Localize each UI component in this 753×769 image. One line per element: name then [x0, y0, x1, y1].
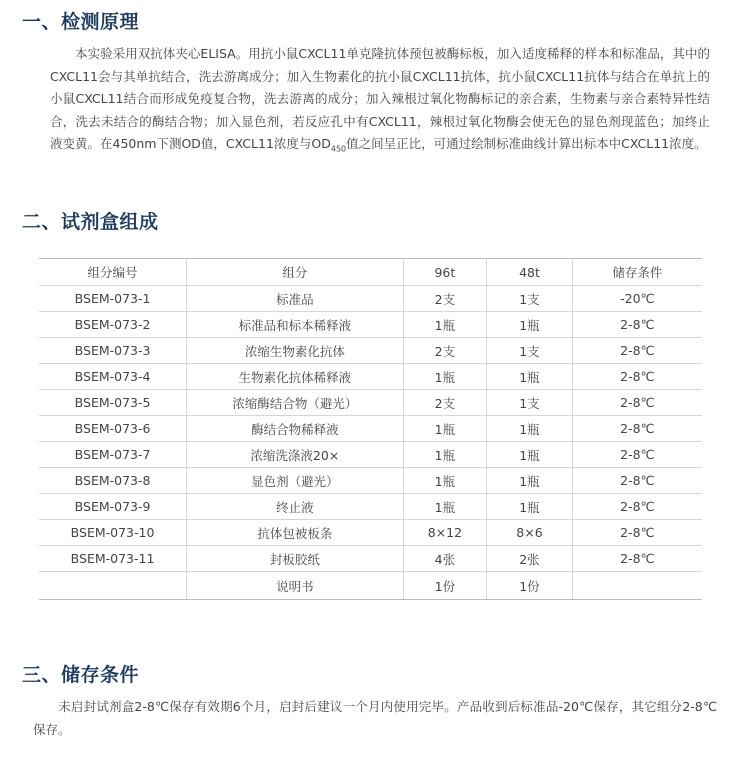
- cell-component: 封板胶纸: [187, 546, 403, 572]
- table-row: [39, 468, 702, 494]
- section-title-principle: 一、检测原理: [22, 11, 140, 33]
- cell-storage: 2-8℃: [572, 312, 702, 338]
- cell-storage: -20℃: [572, 286, 702, 312]
- cell-48t: 1份: [487, 572, 573, 600]
- table-row: [39, 416, 702, 442]
- cell-48t: 1瓶: [487, 494, 573, 520]
- cell-96t: 8×12: [403, 520, 487, 546]
- cell-component: 终止液: [187, 494, 403, 520]
- cell-code: [39, 572, 187, 600]
- cell-96t: 2支: [403, 338, 487, 364]
- cell-48t: 1支: [487, 338, 573, 364]
- table-row: [39, 442, 702, 468]
- cell-component: 标准品和标本稀释液: [187, 312, 403, 338]
- section-title-storage: 三、储存条件: [22, 664, 140, 686]
- principle-paragraph: [50, 43, 710, 161]
- table-row: [39, 364, 702, 390]
- cell-component: 显色剂（避光）: [187, 468, 403, 494]
- kit-components-table: [39, 258, 702, 600]
- cell-storage: [572, 572, 702, 600]
- cell-48t: 1支: [487, 390, 573, 416]
- cell-storage: 2-8℃: [572, 468, 702, 494]
- cell-code: BSEM-073-6: [39, 416, 187, 442]
- cell-code: BSEM-073-2: [39, 312, 187, 338]
- cell-96t: 1瓶: [403, 442, 487, 468]
- cell-storage: 2-8℃: [572, 494, 702, 520]
- cell-96t: 1瓶: [403, 364, 487, 390]
- cell-storage: 2-8℃: [572, 390, 702, 416]
- cell-storage: 2-8℃: [572, 546, 702, 572]
- header-96t: 96t: [403, 259, 487, 286]
- cell-storage: 2-8℃: [572, 364, 702, 390]
- cell-code: BSEM-073-5: [39, 390, 187, 416]
- cell-component: 生物素化抗体稀释液: [187, 364, 403, 390]
- cell-storage: 2-8℃: [572, 442, 702, 468]
- cell-48t: 1瓶: [487, 442, 573, 468]
- table-row: [39, 572, 702, 600]
- header-storage: 储存条件: [572, 259, 702, 286]
- cell-96t: 1瓶: [403, 468, 487, 494]
- cell-storage: 2-8℃: [572, 338, 702, 364]
- cell-code: BSEM-073-9: [39, 494, 187, 520]
- cell-storage: 2-8℃: [572, 416, 702, 442]
- cell-code: BSEM-073-1: [39, 286, 187, 312]
- od-label: OD: [311, 136, 331, 152]
- table-row: [39, 338, 702, 364]
- cell-component: 浓缩洗涤液20×: [187, 442, 403, 468]
- cell-96t: 1瓶: [403, 416, 487, 442]
- section-title-kit-components: 二、试剂盒组成: [22, 211, 159, 233]
- table-row: [39, 520, 702, 546]
- table-row: [39, 494, 702, 520]
- table-row: [39, 312, 702, 338]
- kit-table-body: [39, 259, 702, 600]
- header-code: 组分编号: [39, 259, 187, 286]
- header-component: 组分: [187, 259, 403, 286]
- od-wavelength: 450: [330, 144, 347, 154]
- cell-48t: 2张: [487, 546, 573, 572]
- principle-text: 本实验采用双抗体夹心ELISA。用抗小鼠CXCL11单克隆抗体预包被酶标板，加入适度稀释的样本和标准品，其中的CXCL11会与其单抗结合，洗去游离成分；加入生物素化的抗小鼠CXCL11抗体，抗小鼠CXCL11抗体与结合在单抗上的小鼠CXCL11结合而形成免疫复合物，洗去游离的成分；加入辣根过氧化物酶标记的亲合素，生物素与亲合素特异性结合，洗去未结合的酶结合物；加入显色剂，若反应孔中有CXCL11，辣根过氧化物酶会使无色的显色剂现蓝色；加终止液变黄。在450nm下测OD值，CXCL11浓度与: [50, 46, 710, 152]
- cell-component: 抗体包被板条: [187, 520, 403, 546]
- cell-96t: 1份: [403, 572, 487, 600]
- cell-code: BSEM-073-11: [39, 546, 187, 572]
- cell-code: BSEM-073-8: [39, 468, 187, 494]
- table-row: [39, 390, 702, 416]
- cell-96t: 2支: [403, 286, 487, 312]
- principle-text-end: 值之间呈正比，可通过绘制标准曲线计算出标本中CXCL11浓度。: [346, 136, 707, 152]
- cell-96t: 2支: [403, 390, 487, 416]
- table-row: [39, 546, 702, 572]
- cell-component: 标准品: [187, 286, 403, 312]
- cell-code: BSEM-073-7: [39, 442, 187, 468]
- cell-component: 酶结合物稀释液: [187, 416, 403, 442]
- table-header-row: [39, 259, 702, 286]
- cell-96t: 1瓶: [403, 494, 487, 520]
- storage-text: 未启封试剂盒2-8℃保存有效期6个月，启封后建议一个月内使用完毕。产品收到后标准品-20℃保存，其它组分2-8℃保存。: [33, 699, 717, 737]
- cell-code: BSEM-073-3: [39, 338, 187, 364]
- cell-48t: 1支: [487, 286, 573, 312]
- table-row: [39, 286, 702, 312]
- cell-48t: 1瓶: [487, 364, 573, 390]
- cell-component: 说明书: [187, 572, 403, 600]
- cell-48t: 1瓶: [487, 312, 573, 338]
- cell-storage: 2-8℃: [572, 520, 702, 546]
- cell-48t: 1瓶: [487, 468, 573, 494]
- cell-48t: 8×6: [487, 520, 573, 546]
- cell-96t: 1瓶: [403, 312, 487, 338]
- cell-component: 浓缩生物素化抗体: [187, 338, 403, 364]
- cell-component: 浓缩酶结合物（避光）: [187, 390, 403, 416]
- cell-96t: 4张: [403, 546, 487, 572]
- cell-48t: 1瓶: [487, 416, 573, 442]
- header-48t: 48t: [487, 259, 573, 286]
- cell-code: BSEM-073-10: [39, 520, 187, 546]
- cell-code: BSEM-073-4: [39, 364, 187, 390]
- storage-paragraph: [33, 696, 717, 741]
